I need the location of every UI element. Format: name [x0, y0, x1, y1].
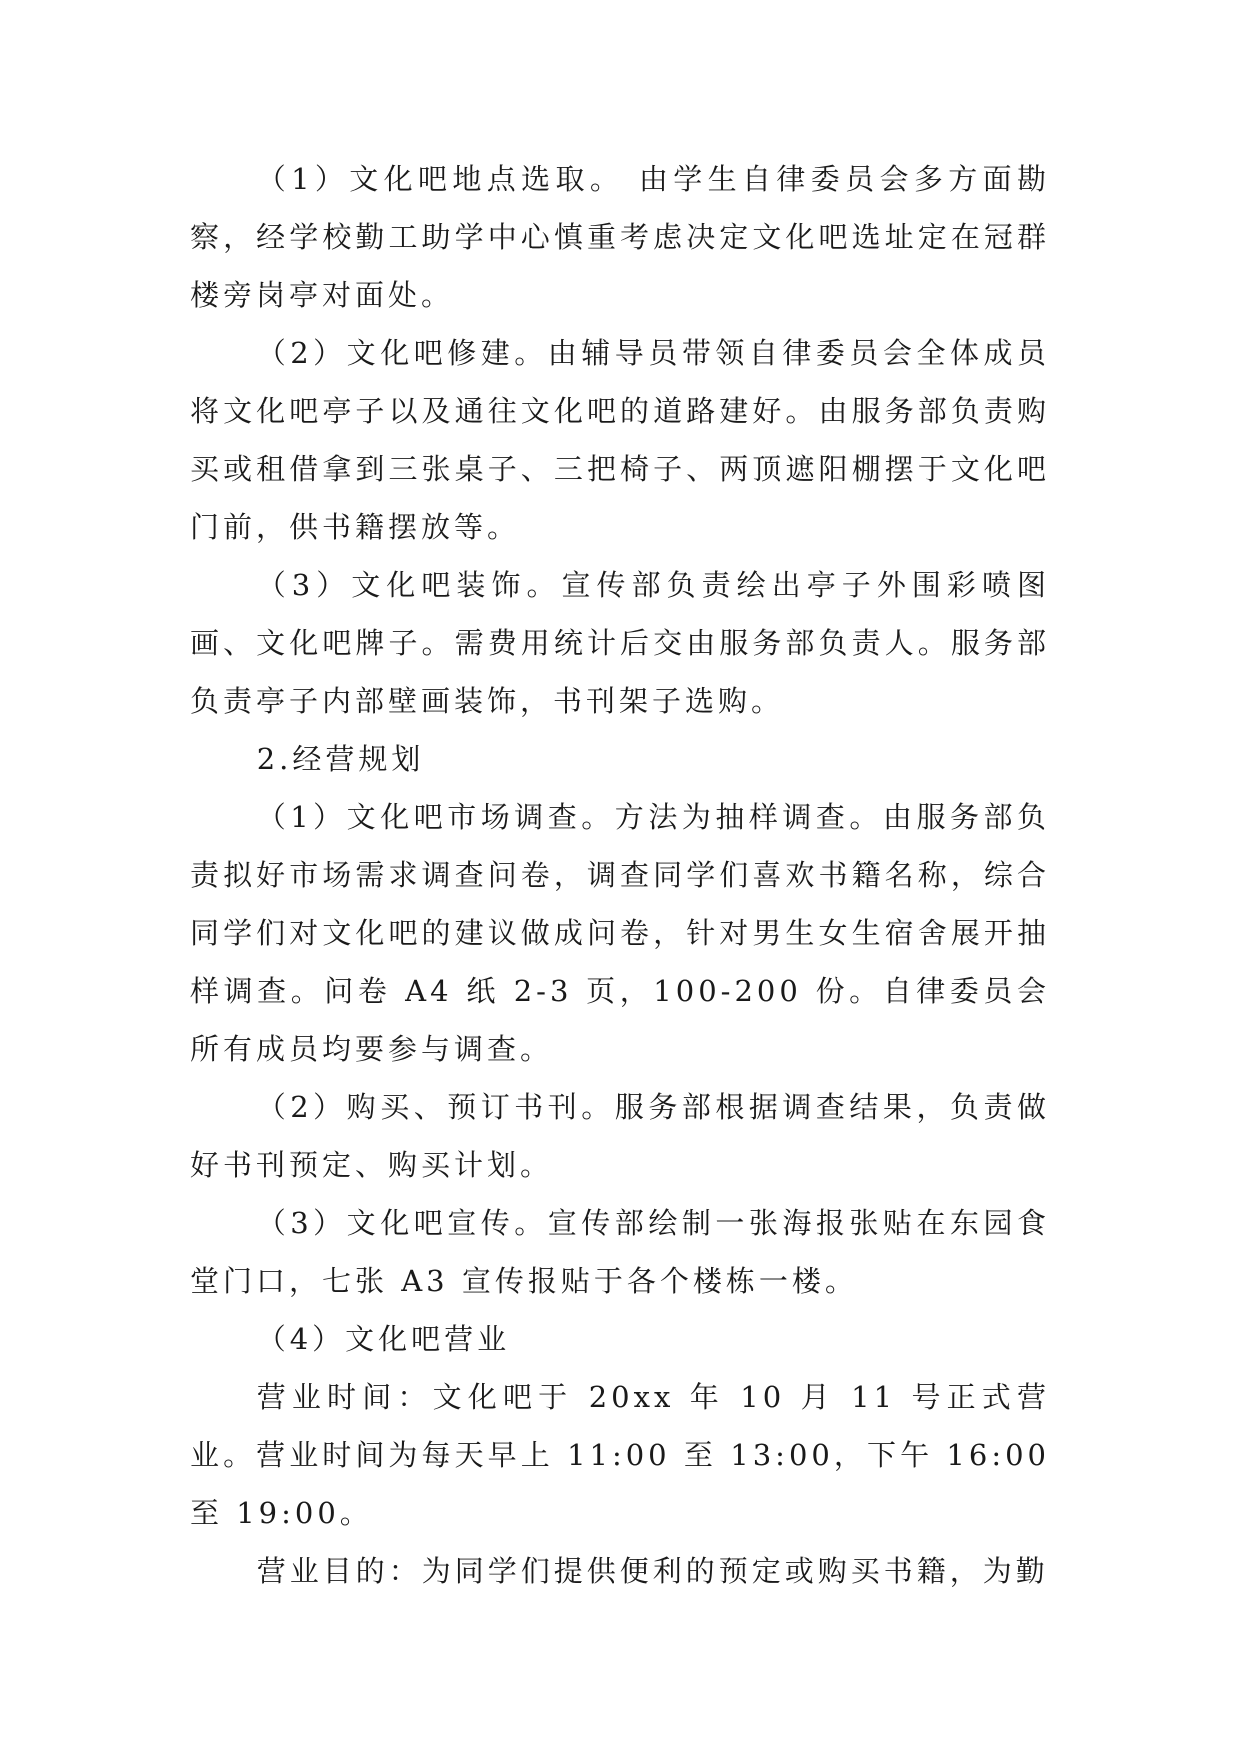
- section-heading-operations-plan: 2.经营规划: [256, 742, 425, 776]
- paragraph-market-survey: （1）文化吧市场调查。方法为抽样调查。由服务部负责拟好市场需求调查问卷，调查同学们喜欢书籍名称，综合同学们对文化吧的建议做成问卷，针对男生女生宿舍展开抽样调查。问卷 A4 纸 2-3 页，100-200 份。自律委员会所有成员均要参与调查。: [190, 800, 1050, 1066]
- paragraph-business-hours: 营业时间：文化吧于 20xx 年 10 月 11 号正式营业。营业时间为每天早上 11:00 至 13:00，下午 16:00 至 19:00。: [190, 1380, 1050, 1530]
- subheading-business: （4）文化吧营业: [256, 1322, 511, 1356]
- document-body: [190, 150, 1050, 1600]
- paragraph-promotion: （3）文化吧宣传。宣传部绘制一张海报张贴在东园食堂门口，七张 A3 宣传报贴于各个楼栋一楼。: [190, 1206, 1050, 1298]
- paragraph-decoration: （3）文化吧装饰。宣传部负责绘出亭子外围彩喷图画、文化吧牌子。需费用统计后交由服务部负责人。服务部负责亭子内部壁画装饰，书刊架子选购。: [190, 568, 1050, 718]
- paragraph-site-selection: （1）文化吧地点选取。 由学生自律委员会多方面勘察，经学校勤工助学中心慎重考虑决定文化吧选址定在冠群楼旁岗亭对面处。: [190, 162, 1050, 312]
- paragraph-purchase-books: （2）购买、预订书刊。服务部根据调查结果，负责做好书刊预定、购买计划。: [190, 1090, 1050, 1182]
- paragraph-construction: （2）文化吧修建。由辅导员带领自律委员会全体成员将文化吧亭子以及通往文化吧的道路建好。由服务部负责购买或租借拿到三张桌子、三把椅子、两顶遮阳棚摆于文化吧门前，供书籍摆放等。: [190, 336, 1050, 544]
- paragraph-business-purpose: 营业目的：为同学们提供便利的预定或购买书籍，为勤: [256, 1554, 1049, 1588]
